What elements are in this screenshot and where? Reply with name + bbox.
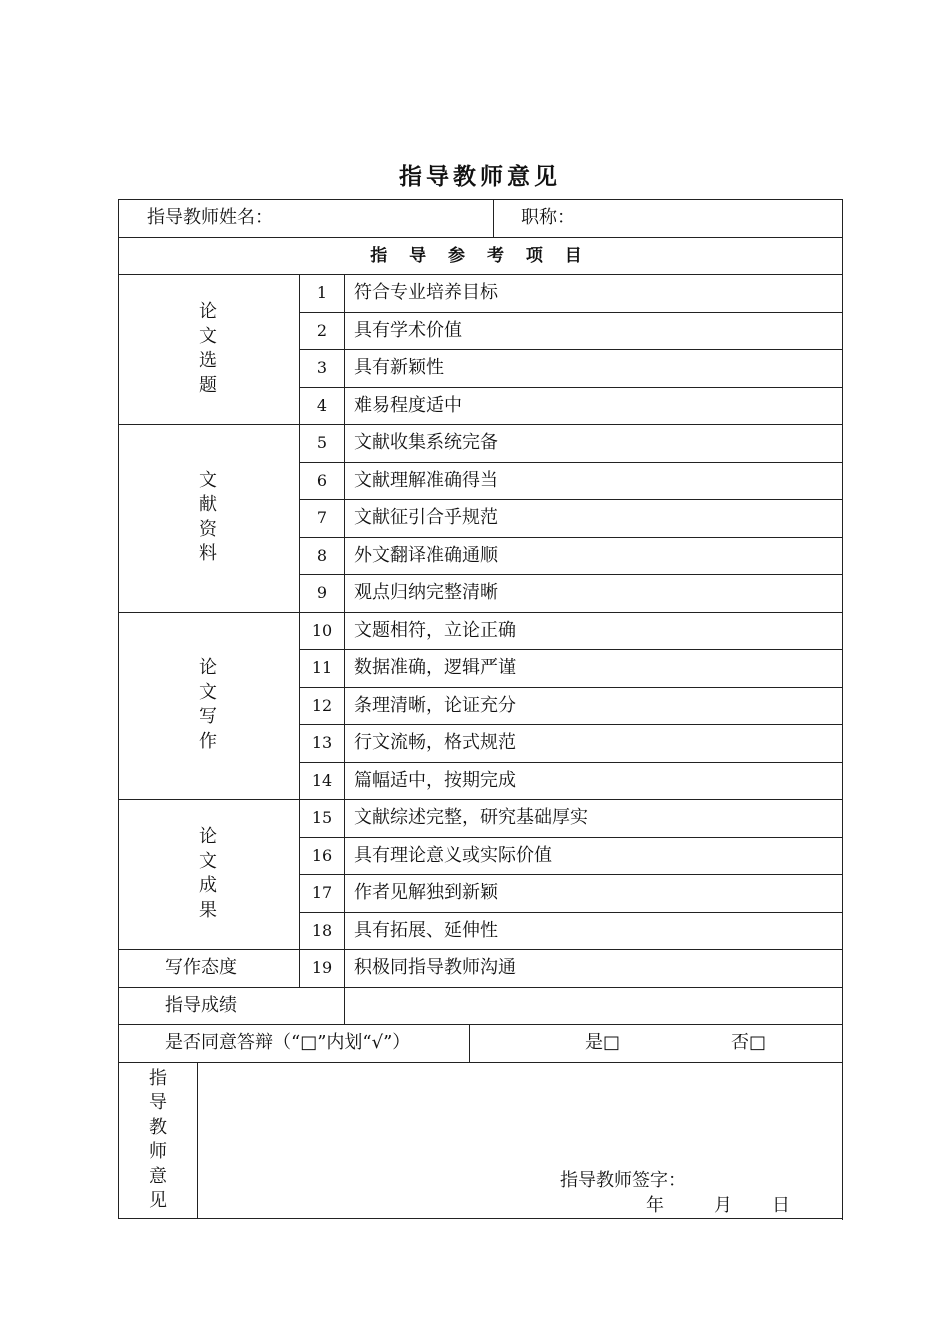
signature-label: 指导教师签字： [560, 1170, 686, 1191]
item-number: 9 [316, 583, 328, 602]
group-divider [118, 949, 842, 950]
defense-no-option: 否□ [731, 1032, 767, 1053]
item-number: 10 [311, 620, 333, 640]
group-label-char: 论 [199, 826, 217, 847]
item-number: 8 [316, 545, 328, 565]
item-divider [299, 312, 842, 313]
group-label-char: 文 [199, 681, 217, 703]
item-divider [299, 349, 842, 350]
item-text: 文献综述完整，研究基础厚实 [354, 807, 588, 828]
item-text: 文献收集系统完备 [354, 432, 498, 453]
row-divider [118, 237, 842, 238]
table-right-border [842, 199, 843, 1220]
number-column-divider [344, 424, 345, 612]
item-divider [299, 724, 842, 725]
item-text: 文献征引合乎规范 [354, 507, 498, 528]
item-text: 作者见解独到新颖 [354, 882, 498, 903]
item-text: 符合专业培养目标 [354, 282, 498, 303]
item-text: 外文翻译准确通顺 [354, 544, 498, 566]
number-column-divider [344, 799, 345, 949]
item-divider [299, 837, 842, 838]
item-text: 观点归纳完整清晰 [354, 582, 498, 603]
item-number: 17 [311, 883, 333, 902]
item-text: 文题相符，立论正确 [354, 619, 516, 641]
opinion-divider [197, 1062, 198, 1219]
item-number: 18 [311, 920, 333, 940]
table-bottom-border [118, 1218, 842, 1219]
item-text: 具有新颖性 [354, 357, 444, 378]
group-label-char: 献 [199, 494, 217, 516]
item-number: 3 [316, 358, 328, 377]
group-column-divider [299, 799, 300, 949]
table-top-border [118, 199, 842, 200]
row-divider [118, 274, 842, 275]
group-label-char: 题 [199, 374, 217, 396]
group-label-char: 文 [199, 325, 217, 347]
opinion-label-char: 师 [149, 1141, 167, 1162]
group-label-char: 成 [199, 875, 217, 896]
item-text: 数据准确，逻辑严谨 [354, 657, 516, 678]
item-divider [299, 762, 842, 763]
item-divider [299, 499, 842, 500]
group-divider [118, 424, 842, 425]
group-label-char: 论 [199, 657, 217, 679]
opinion-label-char: 见 [149, 1190, 167, 1211]
item-text: 文献理解准确得当 [354, 469, 498, 491]
group-column-divider [299, 612, 300, 800]
defense-question: 是否同意答辩（“□”内划“√”） [165, 1032, 411, 1053]
group-label-char: 资 [199, 518, 217, 540]
row-divider [118, 1062, 842, 1063]
defense-divider [469, 1024, 470, 1062]
opinion-label-char: 意 [149, 1165, 167, 1187]
item-text: 具有理论意义或实际价值 [354, 844, 552, 866]
header-divider [493, 199, 494, 237]
item-divider [299, 687, 842, 688]
item-text: 具有拓展、延伸性 [354, 919, 498, 941]
item-divider [299, 912, 842, 913]
group-column-divider [299, 949, 300, 987]
grade-divider [344, 987, 345, 1025]
item-number: 1 [316, 283, 328, 302]
group-label-char: 文 [199, 469, 217, 491]
item-number: 13 [311, 733, 333, 752]
item-divider [299, 574, 842, 575]
teacher-title-label: 职称： [521, 207, 575, 228]
date-year-label: 年 [646, 1195, 664, 1216]
defense-yes-option: 是□ [585, 1032, 621, 1053]
item-number: 15 [311, 808, 333, 827]
item-text: 具有学术价值 [354, 319, 462, 341]
group-label-char: 作 [199, 730, 217, 752]
group-label-char: 选 [199, 350, 217, 371]
number-column-divider [344, 612, 345, 800]
item-number: 2 [316, 320, 328, 340]
number-column-divider [344, 949, 345, 987]
item-text: 积极同指导教师沟通 [354, 957, 516, 978]
item-divider [299, 649, 842, 650]
group-label-char: 料 [199, 543, 217, 565]
section-heading: 指 导 参 考 项 目 [370, 245, 590, 266]
group-column-divider [299, 274, 300, 424]
attitude-label: 写作态度 [165, 957, 237, 978]
item-text: 篇幅适中，按期完成 [354, 769, 516, 791]
row-divider [118, 1024, 842, 1025]
group-column-divider [299, 424, 300, 612]
group-label-char: 论 [199, 301, 217, 322]
item-number: 11 [311, 658, 333, 677]
number-column-divider [344, 274, 345, 424]
table-left-border [118, 199, 119, 1218]
item-text: 行文流畅，格式规范 [354, 732, 516, 753]
item-number: 14 [311, 770, 333, 790]
item-divider [299, 874, 842, 875]
row-divider [118, 987, 842, 988]
item-number: 12 [311, 695, 333, 715]
opinion-label-char: 导 [149, 1092, 167, 1113]
item-number: 5 [316, 433, 328, 452]
grade-label: 指导成绩 [165, 994, 237, 1016]
item-number: 19 [311, 958, 333, 977]
group-label-char: 果 [199, 899, 217, 921]
date-day-label: 日 [772, 1195, 790, 1216]
group-label-char: 文 [199, 850, 217, 872]
date-month-label: 月 [714, 1195, 732, 1216]
group-divider [118, 612, 842, 613]
item-number: 6 [316, 470, 328, 490]
item-text: 条理清晰，论证充分 [354, 694, 516, 716]
item-number: 4 [316, 395, 328, 415]
opinion-label-char: 指 [149, 1067, 167, 1089]
page-title: 指导教师意见 [399, 164, 561, 190]
group-divider [118, 799, 842, 800]
item-divider [299, 537, 842, 538]
item-number: 7 [316, 508, 328, 527]
item-number: 16 [311, 845, 333, 865]
opinion-label-char: 教 [149, 1116, 167, 1138]
item-divider [299, 462, 842, 463]
item-divider [299, 387, 842, 388]
group-label-char: 写 [199, 706, 217, 728]
item-text: 难易程度适中 [354, 394, 462, 416]
teacher-name-label: 指导教师姓名： [147, 207, 273, 228]
